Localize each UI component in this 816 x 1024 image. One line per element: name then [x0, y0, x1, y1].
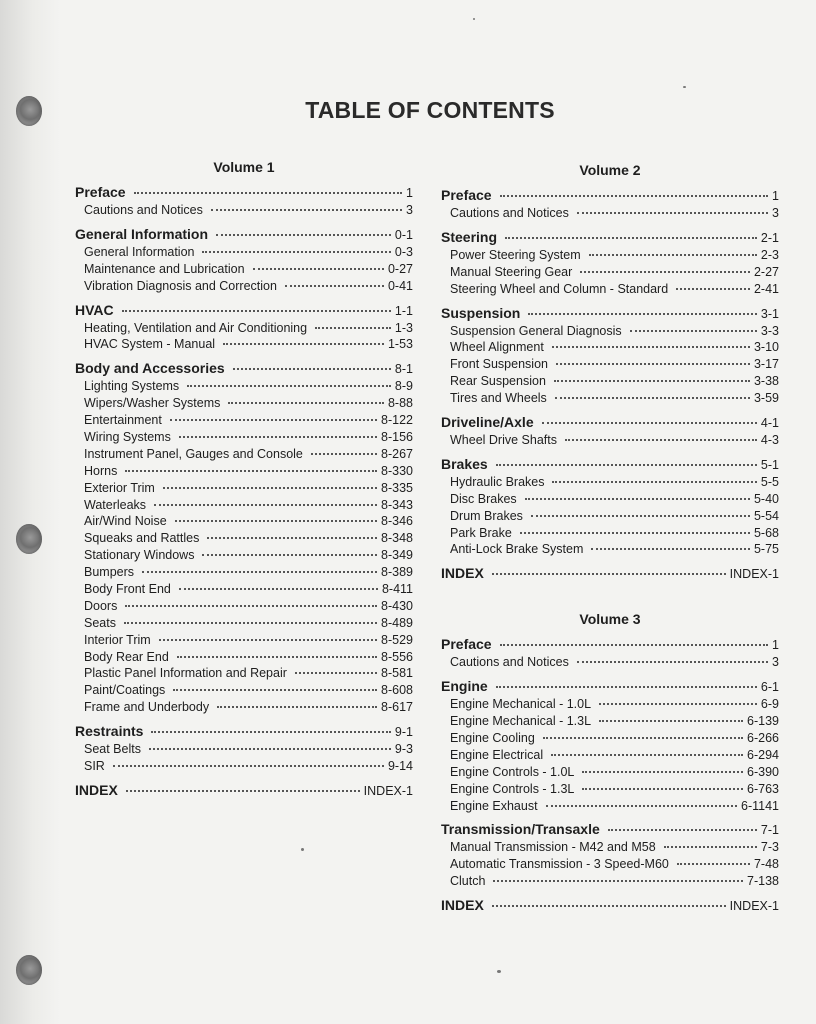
entry-label: Park Brake: [450, 525, 512, 540]
dot-leader: [525, 498, 750, 500]
dot-leader: [555, 397, 750, 399]
toc-entry: [441, 839, 779, 856]
section-heading: [441, 896, 779, 915]
page-number: 3-59: [753, 391, 779, 406]
toc-entry: [441, 264, 779, 281]
entry-label: General Information: [84, 244, 195, 259]
scan-speck: [683, 86, 686, 88]
section-heading: [75, 183, 413, 202]
dot-leader: [173, 689, 377, 691]
entry-label: Cautions and Notices: [84, 203, 203, 217]
dot-leader: [113, 765, 384, 767]
toc-entry: [441, 781, 779, 798]
entry-label: Seat Belts: [84, 742, 141, 757]
page-number: 8-556: [381, 649, 413, 664]
dot-leader: [543, 737, 743, 739]
dot-leader: [493, 880, 743, 882]
page-number: 8-1: [394, 362, 413, 377]
entry-label: Preface: [441, 636, 492, 653]
page-number: 3-1: [760, 306, 779, 321]
dot-leader: [599, 720, 743, 722]
page-number: 3: [772, 206, 779, 220]
volume-heading: Volume 3: [579, 611, 641, 628]
entry-label: Cautions and Notices: [450, 206, 569, 220]
page-number: 8-122: [381, 413, 413, 428]
dot-leader: [589, 254, 757, 256]
dot-leader: [124, 622, 377, 624]
entry-label: Disc Brakes: [450, 491, 517, 506]
page-number: 8-411: [381, 582, 413, 597]
toc-entry: [75, 261, 413, 278]
dot-leader: [500, 644, 768, 646]
page-number: INDEX-1: [729, 567, 779, 582]
entry-label: Exterior Trim: [84, 480, 155, 495]
page-number: 3: [772, 655, 779, 670]
dot-leader: [295, 672, 377, 674]
dot-leader: [496, 686, 757, 688]
page-title: TABLE OF CONTENTS: [305, 97, 555, 123]
dot-leader: [253, 268, 384, 270]
dot-leader: [125, 470, 377, 472]
toc-entry: [441, 654, 779, 671]
dot-leader: [630, 330, 757, 332]
dot-leader: [520, 532, 750, 534]
toc-entry: [441, 281, 779, 298]
volume-heading: Volume 1: [213, 159, 275, 175]
dot-leader: [492, 573, 726, 575]
section-heading: [441, 677, 779, 696]
toc-entry: [441, 205, 779, 222]
dot-leader: [177, 656, 377, 658]
toc-entry: [75, 665, 413, 682]
dot-leader: [211, 209, 402, 211]
page-number: 1: [772, 638, 779, 653]
page-number: 0-1: [394, 227, 413, 242]
dot-leader: [552, 481, 756, 483]
dot-leader: [311, 453, 377, 455]
entry-label: Manual Transmission - M42 and M58: [450, 840, 656, 855]
section-heading: [75, 225, 413, 244]
entry-label: Body and Accessories: [75, 360, 225, 377]
page-number: 5-68: [753, 525, 779, 540]
toc-entry: [441, 713, 779, 730]
page-number: 0-3: [394, 244, 413, 259]
entry-label: Lighting Systems: [84, 379, 180, 394]
dot-leader: [546, 805, 737, 807]
toc-entry: [75, 598, 413, 615]
entry-label: Engine Electrical: [450, 747, 544, 762]
entry-label: Wipers/Washer Systems: [84, 396, 221, 411]
dot-leader: [492, 905, 726, 907]
page-number: 7-1: [760, 823, 779, 838]
page-number: 2-1: [760, 230, 779, 245]
toc-entry: [441, 798, 779, 815]
page-number: 5-40: [753, 491, 779, 506]
page-number: 0-27: [387, 261, 413, 276]
toc-entry: [75, 682, 413, 699]
toc-entry: [441, 390, 779, 407]
page-number: 4-1: [760, 416, 779, 431]
entry-label: Body Front End: [84, 582, 171, 597]
toc-entry: [75, 513, 413, 530]
page-number: 1: [406, 186, 413, 200]
entry-label: Transmission/Transaxle: [441, 821, 600, 838]
entry-label: SIR: [84, 759, 105, 774]
toc-entry: [441, 856, 779, 873]
dot-leader: [122, 310, 391, 312]
dot-leader: [134, 192, 402, 194]
page-number: 8-343: [381, 497, 413, 512]
toc-entry: [441, 356, 779, 373]
page-number: 8-617: [381, 700, 413, 715]
page-number: 9-3: [394, 742, 413, 757]
page-number: INDEX-1: [363, 783, 413, 798]
dot-leader: [542, 422, 757, 424]
dot-leader: [577, 212, 768, 214]
toc-entry: [75, 741, 413, 758]
entry-label: Steering: [441, 228, 498, 245]
entry-label: Vibration Diagnosis and Correction: [84, 278, 277, 293]
entry-label: Anti-Lock Brake System: [450, 542, 584, 557]
entry-label: Power Steering System: [450, 247, 581, 262]
entry-label: Engine Cooling: [450, 731, 535, 746]
entry-label: Doors: [84, 598, 118, 613]
page-number: 6-139: [747, 714, 779, 729]
page-number: 5-1: [760, 457, 779, 472]
toc-entry: [441, 730, 779, 747]
entry-label: INDEX: [441, 565, 484, 582]
page-number: 9-1: [394, 725, 413, 740]
page-number: 1-3: [394, 320, 413, 335]
toc-entry: [75, 632, 413, 649]
toc-entry: [441, 432, 779, 449]
dot-leader: [554, 380, 750, 382]
page-number: 4-3: [760, 433, 779, 448]
scan-speck: [497, 970, 501, 973]
toc-column-right: [441, 160, 779, 915]
entry-label: Frame and Underbody: [84, 700, 210, 715]
page-number: 9-14: [387, 759, 413, 774]
section-heading: [441, 455, 779, 474]
page-number: 6-9: [760, 697, 779, 712]
dot-leader: [664, 846, 757, 848]
dot-leader: [599, 703, 757, 705]
toc-entry: [75, 378, 413, 395]
page-number: 8-489: [381, 615, 413, 630]
page-number: 8-581: [381, 666, 413, 681]
toc-entry: [441, 339, 779, 356]
toc-entry: [75, 412, 413, 429]
toc-entry: [75, 320, 413, 337]
page-number: 7-138: [747, 874, 779, 889]
dot-leader: [163, 487, 377, 489]
entry-label: Paint/Coatings: [84, 683, 166, 698]
page-number: 6-294: [747, 747, 779, 762]
page-number: 0-41: [387, 278, 413, 293]
page-number: 8-9: [394, 379, 413, 394]
dot-leader: [528, 313, 757, 315]
page-number: 6-266: [747, 731, 779, 746]
dot-leader: [496, 464, 757, 466]
page-number: 5-54: [753, 508, 779, 523]
toc-entry: [75, 649, 413, 666]
page-number: 1-53: [387, 337, 413, 352]
page-number: 8-156: [381, 430, 413, 445]
entry-label: Air/Wind Noise: [84, 514, 167, 529]
page-number: 6-1141: [741, 798, 779, 813]
dot-leader: [179, 436, 377, 438]
entry-label: Waterleaks: [84, 497, 147, 512]
entry-label: Engine Mechanical - 1.0L: [450, 697, 592, 712]
page-number: 8-349: [381, 548, 413, 563]
page-number: INDEX-1: [729, 899, 779, 914]
entry-label: Driveline/Axle: [441, 414, 534, 431]
volume-heading: Volume 2: [579, 162, 641, 178]
entry-label: Wheel Drive Shafts: [450, 433, 557, 448]
binding-shadow: [0, 0, 60, 1024]
toc-entry: [75, 463, 413, 480]
page-number: 1: [772, 189, 779, 203]
toc-entry: [75, 395, 413, 412]
dot-leader: [170, 419, 377, 421]
toc-entry: [441, 491, 779, 508]
dot-leader: [577, 661, 768, 663]
page-number: 3-17: [753, 357, 779, 372]
entry-label: Horns: [84, 463, 118, 478]
entry-label: INDEX: [75, 781, 118, 798]
page-number: 5-5: [760, 474, 779, 489]
toc-entry: [75, 446, 413, 463]
page-number: 6-390: [747, 764, 779, 779]
dot-leader: [505, 237, 757, 239]
dot-leader: [676, 288, 750, 290]
entry-label: Engine Controls - 1.0L: [450, 764, 575, 779]
dot-leader: [217, 706, 377, 708]
dot-leader: [154, 504, 377, 506]
entry-label: Stationary Windows: [84, 548, 195, 563]
dot-leader: [151, 731, 390, 733]
toc-entry: [75, 581, 413, 598]
page-number: 5-75: [753, 542, 779, 557]
entry-label: HVAC: [75, 301, 114, 318]
page-number: 2-41: [753, 281, 779, 296]
entry-label: Rear Suspension: [450, 374, 546, 389]
entry-label: Preface: [75, 184, 126, 200]
toc-entry: [441, 508, 779, 525]
entry-label: Suspension: [441, 304, 521, 321]
page-number: 2-3: [760, 247, 779, 262]
dot-leader: [142, 571, 377, 573]
entry-label: Seats: [84, 615, 116, 630]
page-number: 3: [406, 203, 413, 217]
dot-leader: [126, 790, 360, 792]
toc-entry: [75, 615, 413, 632]
entry-label: Engine Mechanical - 1.3L: [450, 714, 592, 729]
section-heading: [441, 820, 779, 839]
entry-label: Hydraulic Brakes: [450, 474, 545, 489]
toc-entry: [441, 764, 779, 781]
page-number: 8-529: [381, 632, 413, 647]
toc-entry: [441, 525, 779, 542]
section-heading: [75, 722, 413, 741]
toc-entry: [75, 202, 413, 219]
punch-hole: [16, 524, 42, 554]
entry-label: HVAC System - Manual: [84, 337, 216, 352]
scan-speck: [301, 848, 304, 851]
dot-leader: [202, 554, 377, 556]
dot-leader: [315, 327, 391, 329]
page-number: 8-88: [387, 396, 413, 411]
entry-label: Interior Trim: [84, 632, 151, 647]
toc-entry: [441, 747, 779, 764]
dot-leader: [677, 863, 750, 865]
toc-entry: [75, 564, 413, 581]
entry-label: Automatic Transmission - 3 Speed-M60: [450, 857, 669, 872]
toc-column-left: [75, 157, 413, 800]
section-heading: [441, 413, 779, 432]
section-heading: [441, 304, 779, 323]
toc-entry: [441, 247, 779, 264]
section-heading: [441, 228, 779, 247]
entry-label: Entertainment: [84, 413, 162, 428]
dot-leader: [202, 251, 390, 253]
dot-leader: [552, 346, 750, 348]
page-number: 3-3: [760, 323, 779, 338]
dot-leader: [149, 748, 391, 750]
dot-leader: [531, 515, 750, 517]
entry-label: Suspension General Diagnosis: [450, 323, 622, 338]
spacer: [441, 583, 779, 609]
entry-label: Front Suspension: [450, 357, 548, 372]
section-heading: [441, 635, 779, 654]
scan-speck: [473, 18, 475, 20]
toc-entry: [441, 323, 779, 340]
dot-leader: [565, 439, 757, 441]
punch-hole: [16, 955, 42, 985]
dot-leader: [228, 402, 384, 404]
entry-label: Restraints: [75, 723, 144, 740]
dot-leader: [556, 363, 750, 365]
page-number: 8-346: [381, 514, 413, 529]
page-number: 7-3: [760, 840, 779, 855]
entry-label: Maintenance and Lubrication: [84, 261, 245, 276]
dot-leader: [580, 271, 750, 273]
dot-leader: [179, 588, 378, 590]
entry-label: Tires and Wheels: [450, 391, 547, 406]
entry-label: Body Rear End: [84, 649, 169, 664]
toc-entry: [75, 497, 413, 514]
entry-label: Clutch: [450, 874, 486, 889]
toc-entry: [75, 336, 413, 353]
entry-label: Squeaks and Rattles: [84, 531, 200, 546]
toc-entry: [75, 429, 413, 446]
toc-entry: [441, 373, 779, 390]
dot-leader: [159, 639, 377, 641]
dot-leader: [223, 343, 384, 345]
entry-label: Instrument Panel, Gauges and Console: [84, 446, 303, 461]
toc-entry: [441, 696, 779, 713]
dot-leader: [187, 385, 391, 387]
page-number: 7-48: [753, 857, 779, 872]
entry-label: Wheel Alignment: [450, 340, 544, 355]
entry-label: Bumpers: [84, 565, 135, 580]
page-number: 6-763: [747, 781, 779, 796]
section-heading: [441, 564, 779, 583]
toc-entry: [75, 244, 413, 261]
dot-leader: [582, 771, 743, 773]
entry-label: Wiring Systems: [84, 430, 171, 445]
page-number: 8-430: [381, 598, 413, 613]
entry-label: Plastic Panel Information and Repair: [84, 666, 287, 681]
page-number: 2-27: [753, 264, 779, 279]
entry-label: Preface: [441, 187, 492, 203]
dot-leader: [233, 368, 391, 370]
toc-entry: [75, 547, 413, 564]
toc-entry: [75, 699, 413, 716]
page-number: 1-1: [394, 303, 413, 318]
dot-leader: [216, 234, 391, 236]
page-number: 8-267: [381, 446, 413, 461]
entry-label: Engine Controls - 1.3L: [450, 781, 575, 796]
dot-leader: [582, 788, 743, 790]
toc-entry: [441, 474, 779, 491]
entry-label: Cautions and Notices: [450, 655, 569, 670]
entry-label: Drum Brakes: [450, 508, 523, 523]
entry-label: General Information: [75, 225, 209, 242]
dot-leader: [285, 285, 384, 287]
entry-label: Brakes: [441, 455, 488, 472]
toc-entry: [75, 530, 413, 547]
toc-entry: [441, 873, 779, 890]
dot-leader: [551, 754, 743, 756]
page-number: 8-608: [381, 683, 413, 698]
entry-label: Manual Steering Gear: [450, 264, 573, 279]
dot-leader: [608, 829, 757, 831]
entry-label: INDEX: [441, 897, 484, 914]
page-number: 6-1: [760, 680, 779, 695]
toc-entry: [75, 758, 413, 775]
dot-leader: [591, 548, 750, 550]
section-heading: [441, 186, 779, 205]
dot-leader: [125, 605, 377, 607]
dot-leader: [207, 537, 377, 539]
page-number: 3-38: [753, 374, 779, 389]
page-number: 8-389: [381, 565, 413, 580]
entry-label: Engine: [441, 678, 488, 695]
page-number: 8-335: [381, 480, 413, 495]
entry-label: Heating, Ventilation and Air Conditioning: [84, 320, 308, 335]
section-heading: [75, 301, 413, 320]
section-heading: [75, 359, 413, 378]
toc-entry: [75, 278, 413, 295]
toc-entry: [75, 480, 413, 497]
dot-leader: [500, 195, 768, 197]
page-number: 8-348: [381, 531, 413, 546]
entry-label: Steering Wheel and Column - Standard: [450, 281, 669, 296]
section-heading: [75, 781, 413, 800]
toc-entry: [441, 541, 779, 558]
entry-label: Engine Exhaust: [450, 798, 538, 813]
dot-leader: [175, 520, 377, 522]
page-number: 8-330: [381, 463, 413, 478]
page-number: 3-10: [753, 340, 779, 355]
